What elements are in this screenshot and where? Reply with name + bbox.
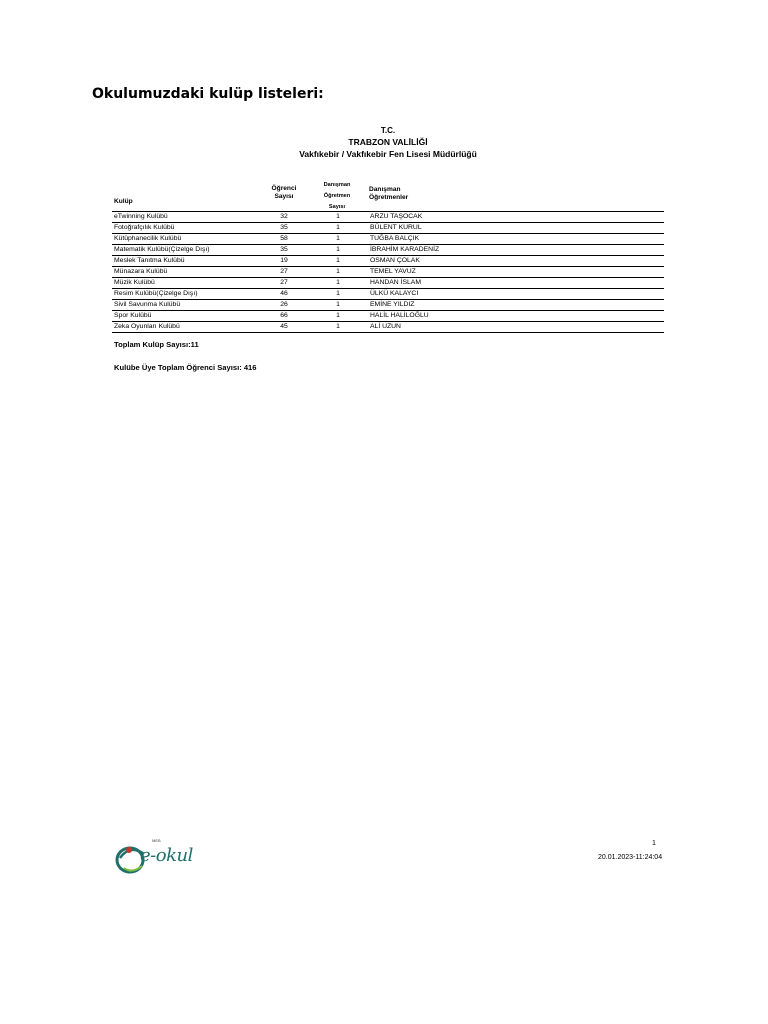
club-table-body: [112, 212, 664, 332]
total-clubs: Toplam Kulüp Sayısı:11: [114, 340, 199, 349]
student-count: 19: [280, 257, 288, 264]
advisor-teacher: ÜLKÜ KALAYCI: [370, 290, 419, 297]
e-okul-logo-text: e-okul: [140, 845, 193, 866]
report-header-tc: T.C.: [380, 126, 396, 135]
student-count: 66: [280, 312, 288, 319]
advisor-count: 1: [336, 312, 340, 319]
club-name: eTwinning Kulübü: [114, 213, 168, 220]
advisor-teacher: TEMEL YAVUZ: [370, 268, 416, 275]
club-name: Müzik Kulübü: [114, 279, 155, 286]
table-row: [112, 234, 664, 245]
club-name: Resim Kulübü(Çizelge Dışı): [114, 290, 198, 297]
student-count: 27: [280, 279, 288, 286]
advisor-count: 1: [336, 301, 340, 308]
column-header-advisor-count-line2: Öğretmen: [323, 193, 351, 199]
table-row: [112, 223, 664, 234]
table-bottom-rule: [112, 332, 664, 333]
advisor-teacher: HALİL HALİLOĞLU: [370, 312, 429, 319]
advisor-teacher: ARZU TAŞOCAK: [370, 213, 423, 220]
student-count: 46: [280, 290, 288, 297]
page-heading: Okulumuzdaki kulüp listeleri:: [92, 86, 324, 102]
table-row: [112, 300, 664, 311]
student-count: 35: [280, 246, 288, 253]
student-count: 45: [280, 323, 288, 330]
table-row: [112, 245, 664, 256]
student-count: 58: [280, 235, 288, 242]
column-header-advisor-count-line3: Sayısı: [328, 204, 346, 210]
table-row: [112, 289, 664, 300]
club-name: Sivil Savunma Kulübü: [114, 301, 181, 308]
table-row: [112, 267, 664, 278]
student-count: 27: [280, 268, 288, 275]
print-timestamp: 20.01.2023-11:24:04: [598, 854, 663, 861]
advisor-count: 1: [336, 224, 340, 231]
report-header-governorship: TRABZON VALİLİĞİ: [348, 137, 428, 147]
student-count: 32: [280, 213, 288, 220]
table-row: [112, 311, 664, 322]
club-name: Fotoğrafçılık Kulübü: [114, 224, 175, 231]
club-name: Kütüphanecilik Kulübü: [114, 235, 182, 242]
student-count: 35: [280, 224, 288, 231]
column-header-teachers-line2: Öğretmenler: [369, 194, 409, 201]
column-header-student-count-line1: Öğrenci: [271, 185, 297, 192]
column-header-club: Kulüp: [114, 198, 133, 205]
advisor-count: 1: [336, 290, 340, 297]
advisor-teacher: TUĞBA BALÇIK: [370, 235, 420, 242]
club-name: Matematik Kulübü(Çizelge Dışı): [114, 246, 210, 253]
e-okul-logo: [114, 838, 196, 876]
student-count: 26: [280, 301, 288, 308]
report-header-school: Vakfıkebir / Vakfıkebir Fen Lisesi Müdürlüğü: [299, 149, 477, 159]
advisor-teacher: BÜLENT KURUL: [370, 224, 422, 231]
advisor-count: 1: [336, 323, 340, 330]
page-number: 1: [652, 840, 656, 847]
advisor-teacher: OSMAN ÇOLAK: [370, 257, 420, 264]
column-header-advisor-count-line1: Danışman: [323, 182, 351, 188]
table-row: [112, 212, 664, 223]
advisor-count: 1: [336, 213, 340, 220]
e-okul-logo-small-text: MEB: [152, 838, 161, 843]
advisor-count: 1: [336, 257, 340, 264]
column-header-student-count-line2: Sayısı: [274, 193, 294, 200]
column-header-teachers-line1: Danışman: [369, 186, 401, 193]
advisor-teacher: EMİNE YILDIZ: [370, 301, 415, 308]
table-row: [112, 322, 664, 332]
advisor-teacher: İBRAHİM KARADENİZ: [370, 246, 440, 253]
club-name: Zeka Oyunları Kulübü: [114, 323, 180, 330]
column-header-teachers: [369, 186, 408, 202]
total-students: Kulübe Üye Toplam Öğrenci Sayısı: 416: [114, 363, 257, 372]
advisor-count: 1: [336, 279, 340, 286]
table-row: [112, 278, 664, 289]
advisor-teacher: HANDAN İSLAM: [370, 279, 421, 286]
club-name: Münazara Kulübü: [114, 268, 168, 275]
column-header-student-count: [260, 185, 308, 201]
advisor-teacher: ALİ UZUN: [370, 323, 401, 330]
column-header-advisor-count: [316, 180, 358, 213]
advisor-count: 1: [336, 268, 340, 275]
advisor-count: 1: [336, 235, 340, 242]
club-name: Spor Kulübü: [114, 312, 152, 319]
club-name: Meslek Tanıtma Kulübü: [114, 257, 185, 264]
advisor-count: 1: [336, 246, 340, 253]
table-row: [112, 256, 664, 267]
